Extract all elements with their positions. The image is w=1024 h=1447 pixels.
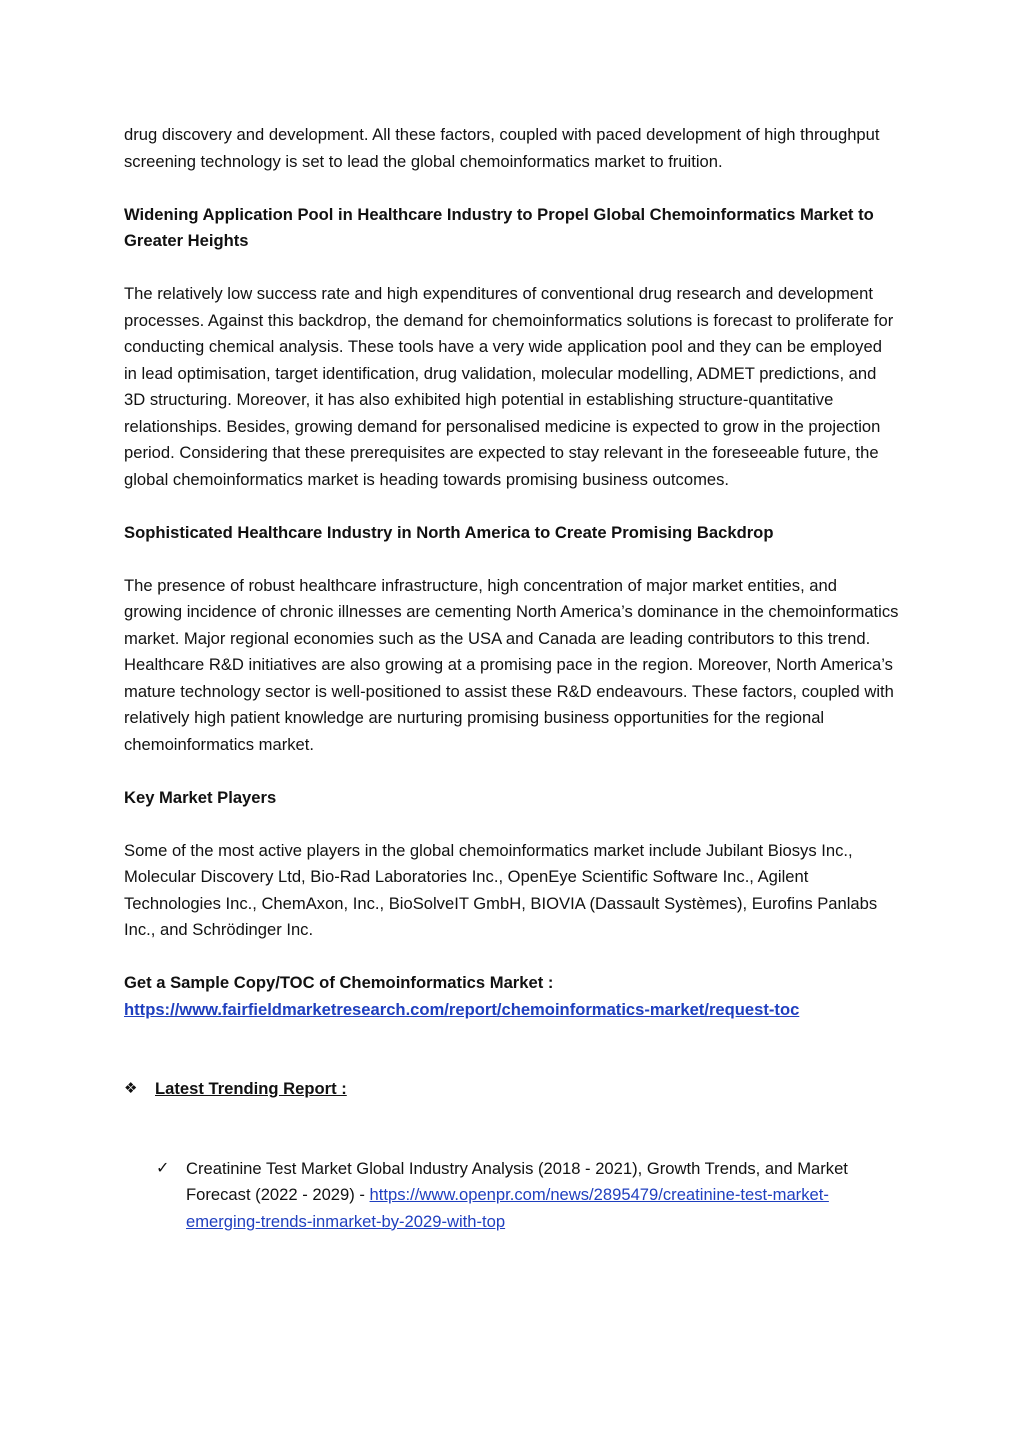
latest-trending-header [124,1076,899,1103]
checkmark-icon: ✓ [156,1159,170,1177]
section-heading-north-america: Sophisticated Healthcare Industry in North America to Create Promising Backdrop [124,522,774,542]
trending-report-text: Creatinine Test Market Global Industry Analysis (2018 - 2021), Growth Trends, and Market Forecast (2022 - 2029) - [186,1158,848,1204]
section-body-key-players: Some of the most active players in the global chemoinformatics market include Jubilant Biosys Inc., Molecular Discovery Ltd, Bio-Rad Laboratories Inc., OpenEye Scientific Software Inc., Agilent Technologies Inc., ChemAxon, Inc., BioSolveIT GmbH, BIOVIA (Dassault Systèmes), Eurofins Panlabs Inc., and Schrödinger Inc. [124,840,878,939]
document-body [124,122,899,1235]
sample-copy-label: Get a Sample Copy/TOC of Chemoinformatics Market : [124,973,554,992]
sample-copy-block [124,970,899,1023]
trending-report-item [156,1156,899,1236]
section-heading-application-pool: Widening Application Pool in Healthcare Industry to Propel Global Chemoinformatics Market to Greater Heights [124,204,874,250]
section-heading-key-players: Key Market Players [124,787,277,807]
section-body-application-pool: The relatively low success rate and high expenditures of conventional drug research and development processes. Against this backdrop, the demand for chemoinformatics solutions is forecast to proliferate for conducting chemical analysis. These tools have a very wide application pool and they can be employed in lead optimisation, target identification, drug validation, molecular modelling, ADMET predictions, and 3D structuring. Moreover, it has also exhibited high potential in establishing structure-quantitative relationships. Besides, growing demand for personalised medicine is expected to grow in the projection period. Considering that these prerequisites are expected to stay relevant in the foreseeable future, the global chemoinformatics market is heading towards promising business outcomes. [124,284,894,489]
intro-paragraph: drug discovery and development. All these factors, coupled with paced development of high throughput screening technology is set to lead the global chemoinformatics market to fruition. [124,125,880,171]
sample-copy-link[interactable]: https://www.fairfieldmarketresearch.com/report/chemoinformatics-market/request-toc [124,999,800,1019]
latest-trending-label: Latest Trending Report : [155,1079,347,1098]
trending-report-link[interactable]: https://www.openpr.com/news/2895479/creatinine-test-market-emerging-trends-inmarket-by-2029-with-top [186,1185,829,1231]
section-body-north-america: The presence of robust healthcare infrastructure, high concentration of major market entities, and growing incidence of chronic illnesses are cementing North America’s dominance in the chemoinformatics market. Major regional economies such as the USA and Canada are leading contributors to this trend. Healthcare R&D initiatives are also growing at a promising pace in the region. Moreover, North America’s mature technology sector is well-positioned to assist these R&D endeavours. These factors, coupled with relatively high patient knowledge are nurturing promising business opportunities for the regional chemoinformatics market. [124,575,899,754]
diamond-bullet-icon: ❖ [124,1080,138,1097]
